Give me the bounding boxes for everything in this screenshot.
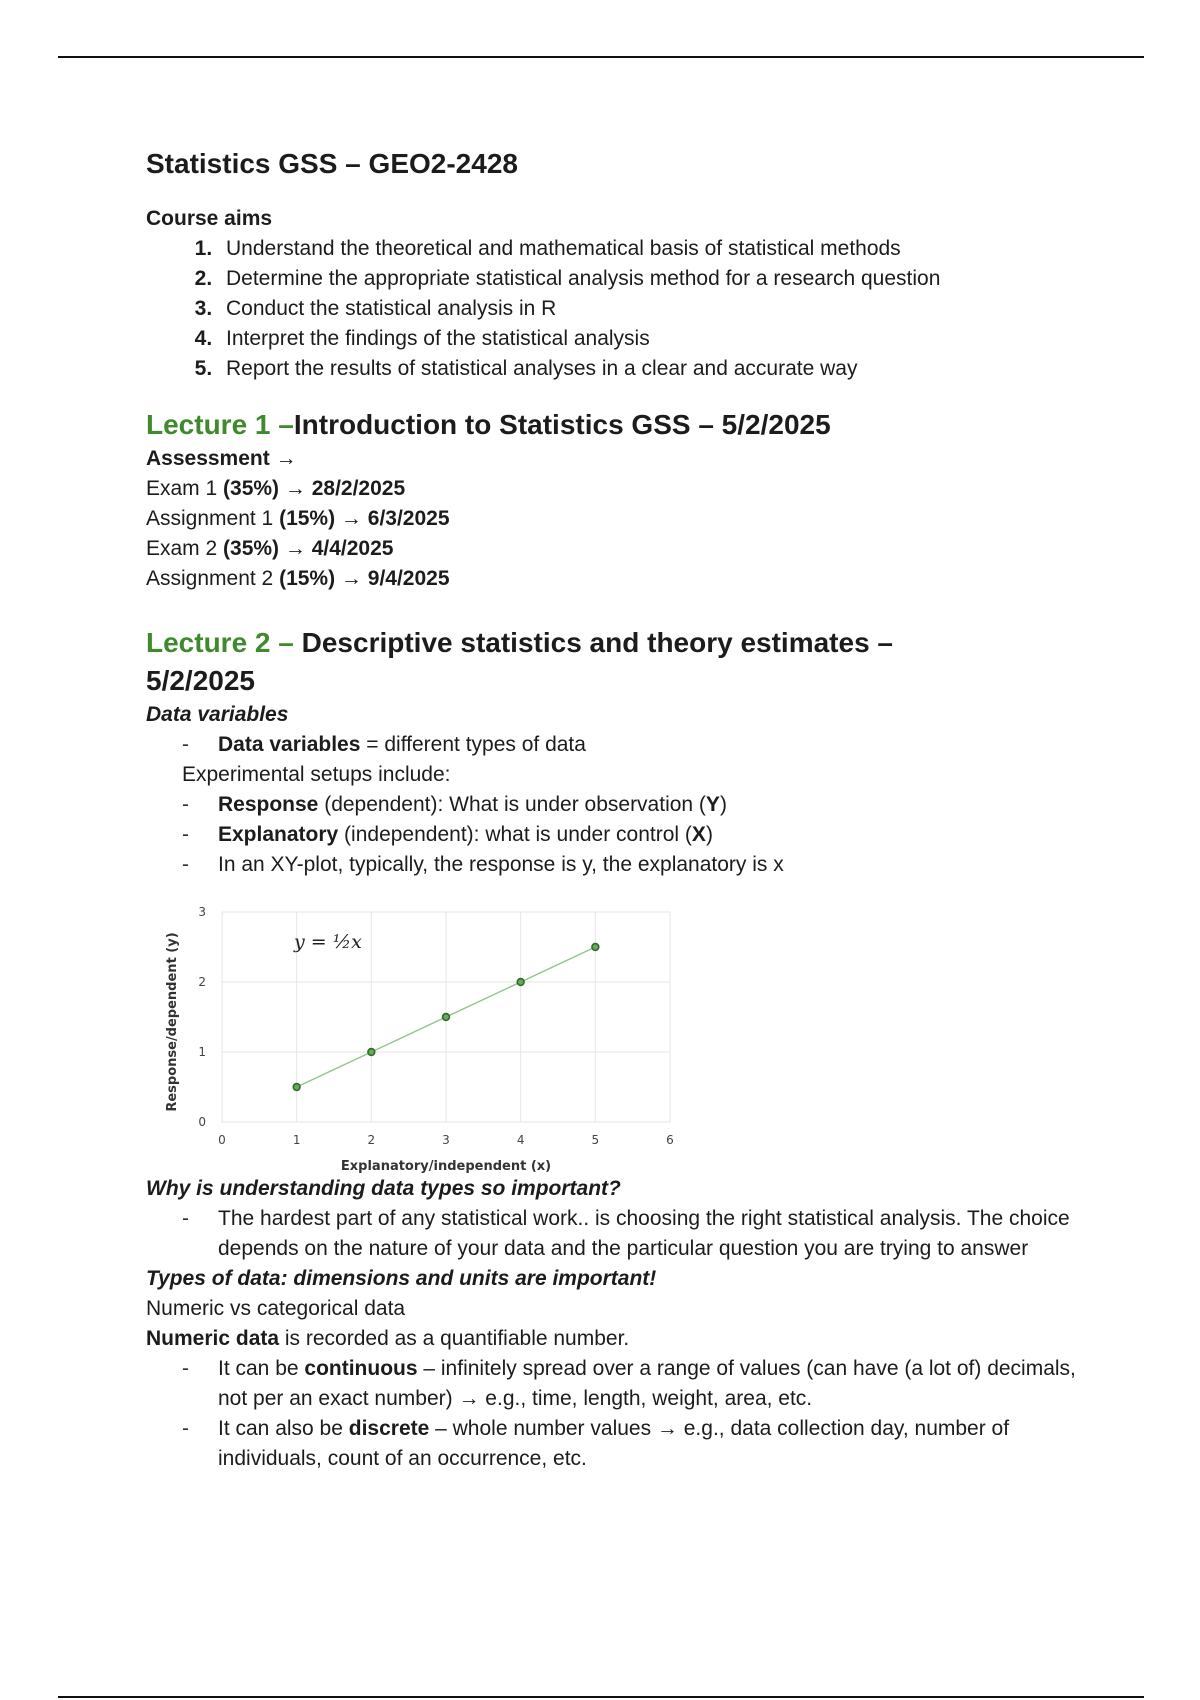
- data-point: [592, 944, 599, 951]
- y-tick-label: 2: [198, 975, 206, 989]
- list-item: - In an XY-plot, typically, the response is y, the explanatory is x: [218, 850, 1106, 880]
- data-variables-heading: Data variables: [146, 703, 289, 726]
- bottom-rule: [58, 1696, 1144, 1698]
- top-rule: [58, 56, 1144, 58]
- assessment-row: Exam 1 (35%) → 28/2/2025: [146, 477, 406, 500]
- data-point: [368, 1049, 375, 1056]
- x-axis-label: Explanatory/independent (x): [340, 1159, 552, 1174]
- data-point: [443, 1014, 450, 1021]
- x-tick-label: 4: [516, 1133, 525, 1147]
- x-tick-label: 3: [442, 1133, 450, 1147]
- x-tick-label: 0: [218, 1133, 226, 1147]
- why-list: [146, 1204, 1106, 1264]
- x-tick-label: 2: [367, 1133, 376, 1147]
- lecture-1-prefix: Lecture 1 –: [146, 409, 294, 440]
- lecture-1-heading: [146, 406, 1106, 444]
- data-point: [517, 979, 524, 986]
- y-tick-label: 1: [198, 1045, 206, 1059]
- why-heading: Why is understanding data types so important?: [146, 1177, 621, 1200]
- lecture-2-prefix: Lecture 2 –: [146, 627, 302, 658]
- x-tick-label: 1: [292, 1133, 301, 1147]
- course-aims-list: [146, 234, 1106, 384]
- data-point: [293, 1084, 300, 1091]
- list-item: 2. Determine the appropriate statistical analysis method for a research question: [218, 264, 1106, 294]
- assessment-row: Exam 2 (35%) → 4/4/2025: [146, 537, 394, 560]
- y-tick-label: 0: [198, 1115, 206, 1129]
- assessment-label: Assessment →: [146, 447, 297, 470]
- assessment-row: Assignment 2 (15%) → 9/4/2025: [146, 567, 450, 590]
- list-item: 3. Conduct the statistical analysis in R: [218, 294, 1106, 324]
- numeric-types-list: [146, 1354, 1106, 1474]
- y-tick-labels: [198, 905, 206, 1129]
- course-aims-heading: Course aims: [146, 207, 273, 230]
- document-body: [146, 148, 1106, 1474]
- y-tick-label: 3: [198, 905, 206, 919]
- data-variables-list: [146, 730, 1106, 760]
- list-item: - The hardest part of any statistical work.. is choosing the right statistical analysis. The choice depends on the nature of your data and the particular question you are trying to answer: [218, 1204, 1106, 1264]
- list-item: 4. Interpret the findings of the statistical analysis: [218, 324, 1106, 354]
- experimental-setups-line: Experimental setups include:: [182, 763, 451, 786]
- lecture-1-title: Introduction to Statistics GSS – 5/2/2025: [293, 409, 831, 440]
- document-title: Statistics GSS – GEO2-2428: [146, 148, 518, 179]
- lecture-2-date: 5/2/2025: [146, 665, 255, 696]
- x-tick-label: 6: [666, 1133, 674, 1147]
- x-tick-labels: [218, 1133, 674, 1147]
- list-item: - Response (dependent): What is under observation (Y): [218, 790, 1106, 820]
- variables-list: [146, 790, 1106, 880]
- list-item: - It can be continuous – infinitely spread over a range of values (can have (a lot of) decimals, not per an exact number) → e.g., time, length, weight, area, etc.: [218, 1354, 1106, 1414]
- assessment-row: Assignment 1 (15%) → 6/3/2025: [146, 507, 450, 530]
- lecture-2-title: Descriptive statistics and theory estimates –: [301, 627, 894, 658]
- list-item: - It can also be discrete – whole number values → e.g., data collection day, number of individuals, count of an occurrence, etc.: [218, 1414, 1106, 1474]
- x-tick-label: 5: [591, 1133, 600, 1147]
- types-heading: Types of data: dimensions and units are important!: [146, 1267, 657, 1290]
- xy-scatter-chart: [146, 882, 686, 1174]
- list-item: 1. Understand the theoretical and mathematical basis of statistical methods: [218, 234, 1106, 264]
- chart-equation: y = ½x: [294, 931, 362, 953]
- lecture-2-heading: [146, 624, 1106, 700]
- list-item: - Data variables = different types of data: [218, 730, 1106, 760]
- numeric-data-line: Numeric data is recorded as a quantifiable number.: [146, 1327, 630, 1350]
- y-axis-label: Response/dependent (y): [165, 932, 180, 1112]
- numeric-vs-line: Numeric vs categorical data: [146, 1297, 406, 1320]
- list-item: 5. Report the results of statistical analyses in a clear and accurate way: [218, 354, 1106, 384]
- list-item: - Explanatory (independent): what is under control (X): [218, 820, 1106, 850]
